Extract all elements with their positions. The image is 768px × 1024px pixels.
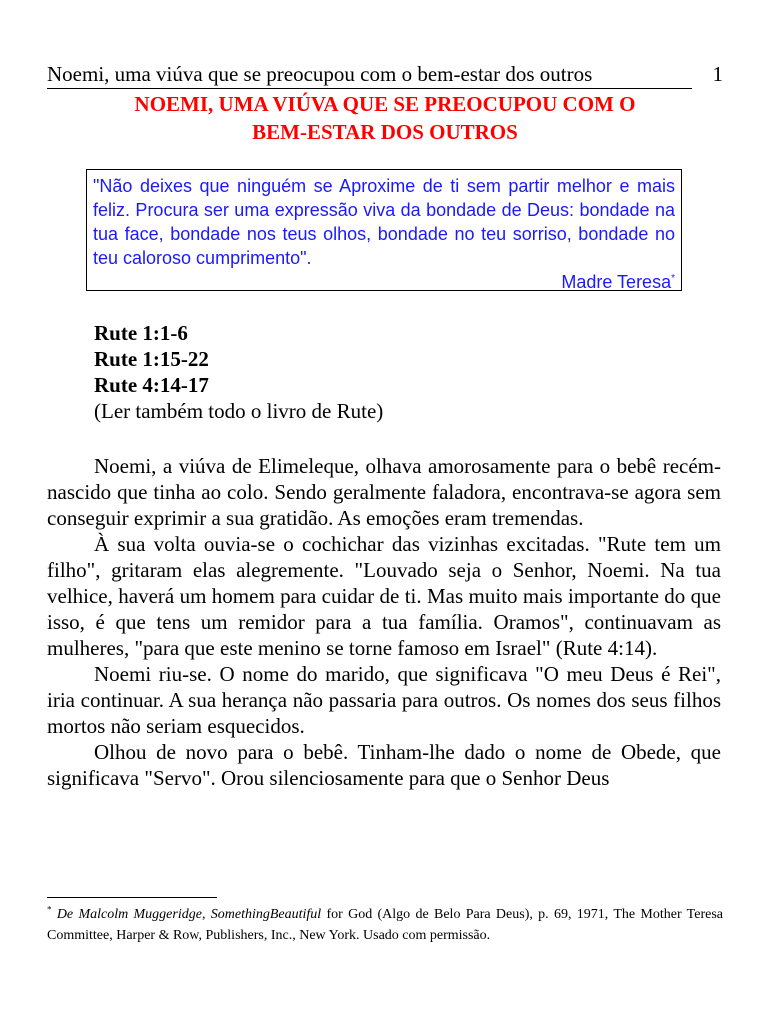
quote-author <box>93 270 675 294</box>
footnote-source: De Malcolm Muggeridge, SomethingBeautiful <box>56 907 322 922</box>
paragraph: Noemi, a viúva de Elimeleque, olhava amorosamente para o bebê recém-nascido que tinha ao colo. Sendo geralmente faladora, encontrava-se agora sem conseguir exprimir a sua gratidão. As emoções eram tremendas. <box>47 454 721 530</box>
paragraph: À sua volta ouvia-se o cochichar das vizinhas excitadas. "Rute tem um filho", gritaram elas alegremente. "Louvado seja o Senhor, Noemi. Na tua velhice, haverá um homem para cuidar de ti. Mas muito mais importante do que isso, é que tens um remidor para a tua família. Oramos", continuavam as mulheres, "para que este menino se torne famoso em Israel" (Rute 4:14). <box>47 532 721 660</box>
paragraph: Noemi riu-se. O nome do marido, que significava "O meu Deus é Rei", iria continuar. A sua herança não passaria para outros. Os nomes dos seus filhos mortos não seriam esquecidos. <box>47 662 721 738</box>
paragraph: Olhou de novo para o bebê. Tinham-lhe dado o nome de Obede, que significava "Servo". Orou silenciosamente para que o Senhor Deus <box>47 740 721 790</box>
body-text <box>47 453 721 791</box>
scripture-reference: Rute 1:1-6 <box>94 321 188 345</box>
scripture-references <box>94 320 714 424</box>
chapter-title <box>47 90 723 146</box>
reading-note: (Ler também todo o livro de Rute) <box>94 399 384 423</box>
chapter-title-line-1: NOEMI, UMA VIÚVA QUE SE PREOCUPOU COM O <box>134 92 636 116</box>
footnote-reference-mark: * <box>671 273 675 284</box>
footnote-rule <box>47 897 217 898</box>
quote-author-name: Madre Teresa <box>561 272 672 292</box>
scripture-reference: Rute 1:15-22 <box>94 347 209 371</box>
footnote-text: for God (Algo de Belo Para Deus), p. 69, 1971, The Mother Teresa Committee, Harper & Row, Publishers, Inc., New York. Usado com permissão. <box>47 907 723 943</box>
running-title: Noemi, uma viúva que se preocupou com o bem-estar dos outros <box>47 62 593 86</box>
page-number: 1 <box>712 62 723 86</box>
header-rule <box>47 88 692 89</box>
footnote-mark: * <box>47 904 52 915</box>
running-header <box>47 60 723 88</box>
chapter-title-line-2: BEM-ESTAR DOS OUTROS <box>252 120 518 144</box>
quote-box <box>86 169 682 291</box>
footnote <box>47 904 723 946</box>
scripture-reference: Rute 4:14-17 <box>94 373 209 397</box>
quote-text: "Não deixes que ninguém se Aproxime de ti sem partir melhor e mais feliz. Procura ser uma expressão viva da bondade de Deus: bondade na tua face, bondade nos teus olhos, bondade no teu sorriso, bondade no teu caloroso cumprimento". <box>93 176 675 268</box>
